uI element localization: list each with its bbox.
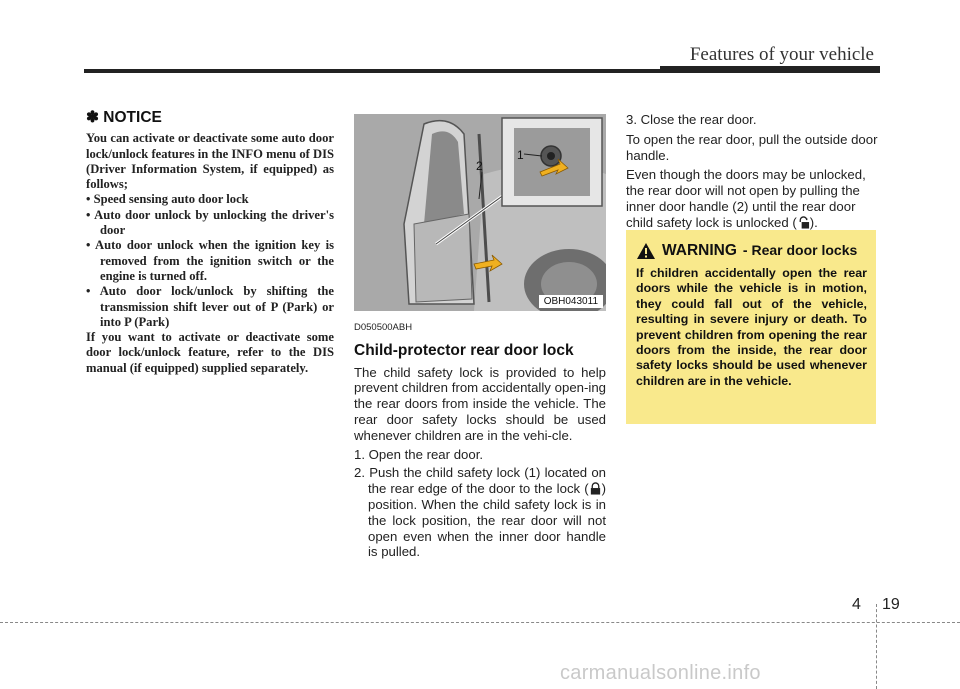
list-item: • Auto door lock/unlock by shifting the transmission shift lever out of P (Park) or into P (Park)	[86, 284, 334, 330]
figure-code: OBH043011	[539, 295, 603, 308]
step-2-text-b: ) position. When the child safety lock is in the lock position, the rear door will not open even when the inner door handle is pulled.	[368, 481, 606, 560]
notice-title: ✽ NOTICE	[86, 109, 162, 126]
para-unlock	[626, 167, 878, 230]
unlock-icon	[797, 216, 810, 229]
watermark: carmanualsonline.info	[560, 662, 761, 684]
section-intro: The child safety lock is provided to help prevent children from accidentally open-ing the rear doors from inside the vehicle. The rear door safety locks should be used whenever children are in the vehi-cle.	[354, 364, 606, 443]
header-title: Features of your vehicle	[689, 44, 874, 65]
child-lock-section	[354, 320, 606, 563]
door-illustration	[354, 114, 606, 311]
header-rule-accent	[660, 66, 880, 72]
para-unlock-text-a: Even though the doors may be unlocked, the rear door will not open by pulling the inner door handle (2) until the rear door child safety lock is unlocked (	[626, 167, 866, 230]
callout-2: 2	[476, 159, 483, 173]
step-3: 3. Close the rear door.	[626, 112, 757, 127]
child-lock-figure	[354, 114, 606, 311]
notice-list	[86, 192, 334, 330]
right-column	[626, 112, 878, 235]
notice-intro: You can activate or deactivate some auto door lock/unlock features in the INFO menu of DIS (Driver Information System, if equipped) as follows;	[86, 131, 334, 192]
warning-triangle-icon	[636, 242, 656, 260]
notice-outro: If you want to activate or deactivate some door lock/unlock feature, refer to the DIS manual (if equipped) supplied separately.	[86, 330, 334, 375]
step-2-text-a: 2. Push the child safety lock (1) located on the rear edge of the door to the lock (	[354, 465, 606, 497]
warning-box	[626, 230, 876, 424]
page-section-number: 4	[852, 596, 861, 613]
list-item: • Auto door unlock by unlocking the driver's door	[86, 208, 334, 239]
page-number: 19	[882, 596, 900, 613]
footer-divider	[876, 604, 877, 689]
para-unlock-text-b: ).	[809, 214, 818, 230]
lock-icon	[589, 482, 602, 495]
step-2	[354, 465, 606, 560]
notice-block	[86, 110, 334, 376]
list-item: • Speed sensing auto door lock	[86, 192, 334, 207]
callout-1: 1	[517, 148, 524, 162]
warning-subtitle: - Rear door locks	[742, 242, 858, 258]
section-heading: Child-protector rear door lock	[354, 341, 574, 359]
footer-rule	[0, 622, 960, 623]
list-item: • Auto door unlock when the ignition key is removed from the ignition switch or the engine is turned off.	[86, 238, 334, 284]
warning-word: WARNING	[662, 242, 737, 259]
section-code: D050500ABH	[354, 322, 413, 333]
para-open: To open the rear door, pull the outside door handle.	[626, 131, 878, 163]
warning-head	[636, 242, 867, 260]
step-1: 1. Open the rear door.	[354, 446, 484, 462]
warning-text: If children accidentally open the rear doors while the vehicle is in motion, they could fall out of the vehicle, resulting in severe injury or death. To prevent children from opening the rear doors from the inside, the rear door safety locks should be used whenever children are in the vehicle.	[636, 266, 867, 388]
